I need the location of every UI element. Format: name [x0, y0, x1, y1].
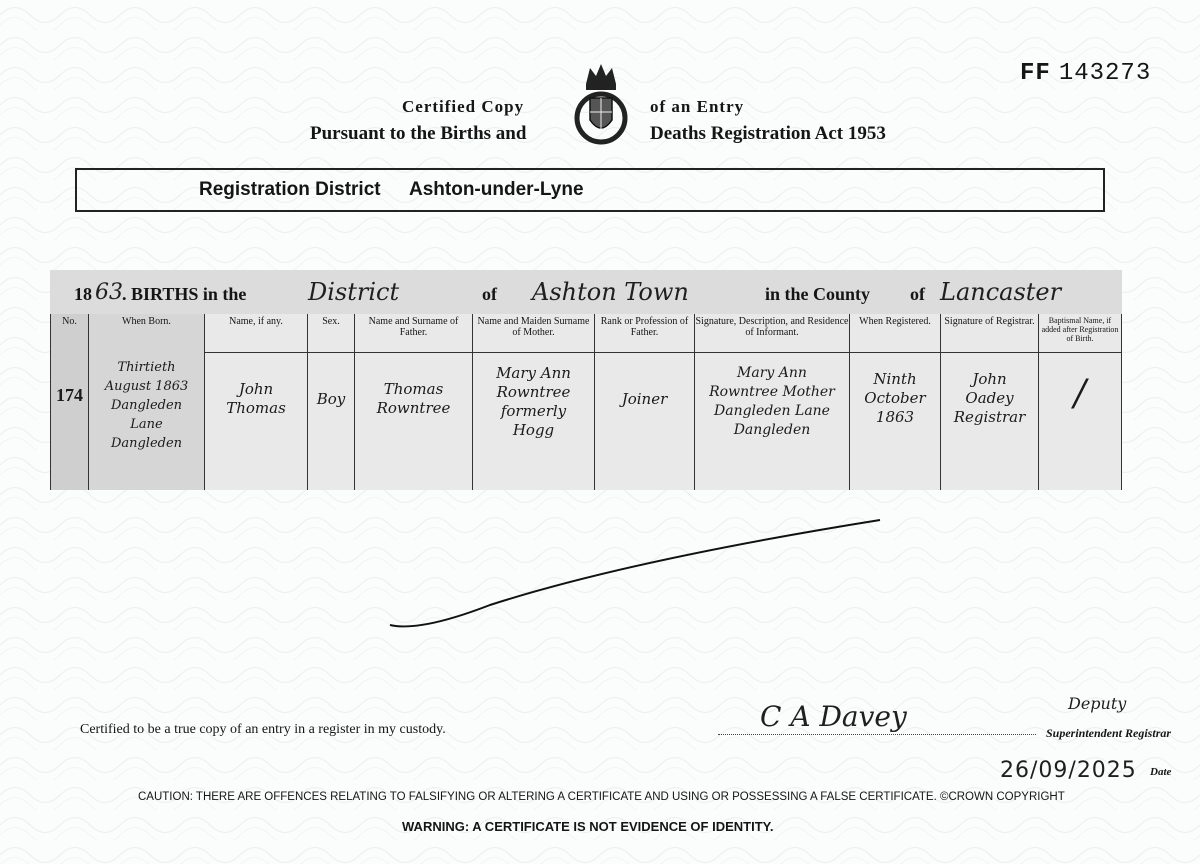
- heading-certified-copy: Certified Copy: [402, 97, 525, 116]
- entry-informant: Mary Ann Rowntree Mother Dangleden Lane Dangleden: [709, 365, 835, 438]
- column-header-informant: Signature, Description, and Residence of Informant.: [695, 316, 849, 338]
- column-profession: [594, 314, 694, 490]
- serial-prefix: FF: [1020, 60, 1051, 87]
- column-header-father: Name and Surname of Father.: [368, 316, 459, 338]
- district-label: Registration District: [199, 179, 381, 200]
- county-of-label: of: [910, 284, 925, 304]
- register-columns: [50, 314, 1122, 490]
- column-informant: [694, 314, 849, 490]
- subdistrict-handwritten: Ashton Town: [532, 278, 689, 306]
- county-label: in the County: [765, 284, 871, 304]
- signature-line: [718, 734, 1036, 735]
- column-registrar: [940, 314, 1038, 490]
- caution-notice: CAUTION: THERE ARE OFFENCES RELATING TO FALSIFYING OR ALTERING A CERTIFICATE AND USING OR POSSESSING A FALSE CERTIFICATE. ©CROWN COPYRIGHT: [138, 791, 1065, 803]
- entry-registrar: John Oadey Registrar: [953, 370, 1026, 426]
- certificate-serial-number: [1020, 60, 1151, 87]
- deputy-handwritten: Deputy: [1068, 694, 1127, 713]
- column-header-sex: Sex.: [322, 316, 340, 327]
- entry-number: 174: [56, 385, 83, 405]
- district-value: Ashton-under-Lyne: [409, 179, 584, 200]
- entry-profession: Joiner: [621, 390, 668, 408]
- entry-baptismal: /: [1073, 373, 1087, 414]
- column-when-born: [88, 314, 204, 490]
- entry-mother: Mary Ann Rowntree formerly Hogg: [496, 364, 571, 439]
- warning-notice: WARNING: A CERTIFICATE IS NOT EVIDENCE OF IDENTITY.: [402, 819, 774, 834]
- column-when-registered: [849, 314, 940, 490]
- heading-of-an-entry: of an Entry: [650, 97, 745, 116]
- births-in-the-label: . BIRTHS in the: [122, 284, 247, 304]
- register-header-row: [50, 270, 1122, 314]
- column-header-profession: Rank or Profession of Father.: [600, 316, 689, 338]
- entry-when-registered: Ninth October 1863: [864, 370, 926, 426]
- column-header-no: No.: [62, 316, 77, 327]
- heading-act: Deaths Registration Act 1953: [650, 123, 886, 144]
- column-father: [354, 314, 472, 490]
- serial-number: 143273: [1058, 60, 1152, 87]
- district-handwritten: District: [308, 278, 400, 306]
- column-header-mother: Name and Maiden Surname of Mother.: [477, 316, 590, 338]
- column-header-name: Name, if any.: [229, 316, 283, 327]
- entry-father: Thomas Rowntree: [376, 380, 451, 417]
- of-label: of: [482, 284, 497, 304]
- column-header-when-born: When Born.: [122, 316, 171, 327]
- superintendent-registrar-label: Superintendent Registrar: [1046, 726, 1172, 740]
- column-sex: [307, 314, 354, 490]
- entry-name: John Thomas: [226, 380, 286, 417]
- royal-crest-icon: [568, 58, 634, 150]
- entry-when-born: Thirtieth August 1863 Dangleden Lane Dangleden: [104, 360, 189, 451]
- column-mother: [472, 314, 594, 490]
- cancellation-stroke: [380, 510, 900, 640]
- column-header-when-registered: When Registered.: [859, 316, 931, 327]
- column-name: [204, 314, 307, 490]
- date-label: Date: [1150, 766, 1172, 778]
- column-no: [50, 314, 88, 490]
- registration-district-box: [75, 168, 1105, 212]
- year-handwritten: 63: [95, 280, 123, 305]
- heading-pursuant: Pursuant to the Births and: [310, 123, 527, 144]
- column-baptismal: [1038, 314, 1122, 490]
- year-prefix: 18: [74, 284, 92, 304]
- superintendent-signature: C A Davey: [760, 700, 907, 733]
- date-handwritten: 26/09/2025: [1000, 758, 1137, 783]
- register-extract: [50, 270, 1122, 490]
- certified-statement: Certified to be a true copy of an entry in a register in my custody.: [80, 722, 446, 737]
- entry-sex: Boy: [316, 390, 346, 408]
- county-handwritten: Lancaster: [940, 278, 1062, 306]
- column-header-baptismal: Baptismal Name, if added after Registration of Birth.: [1041, 316, 1119, 343]
- column-header-registrar: Signature of Registrar.: [944, 316, 1035, 327]
